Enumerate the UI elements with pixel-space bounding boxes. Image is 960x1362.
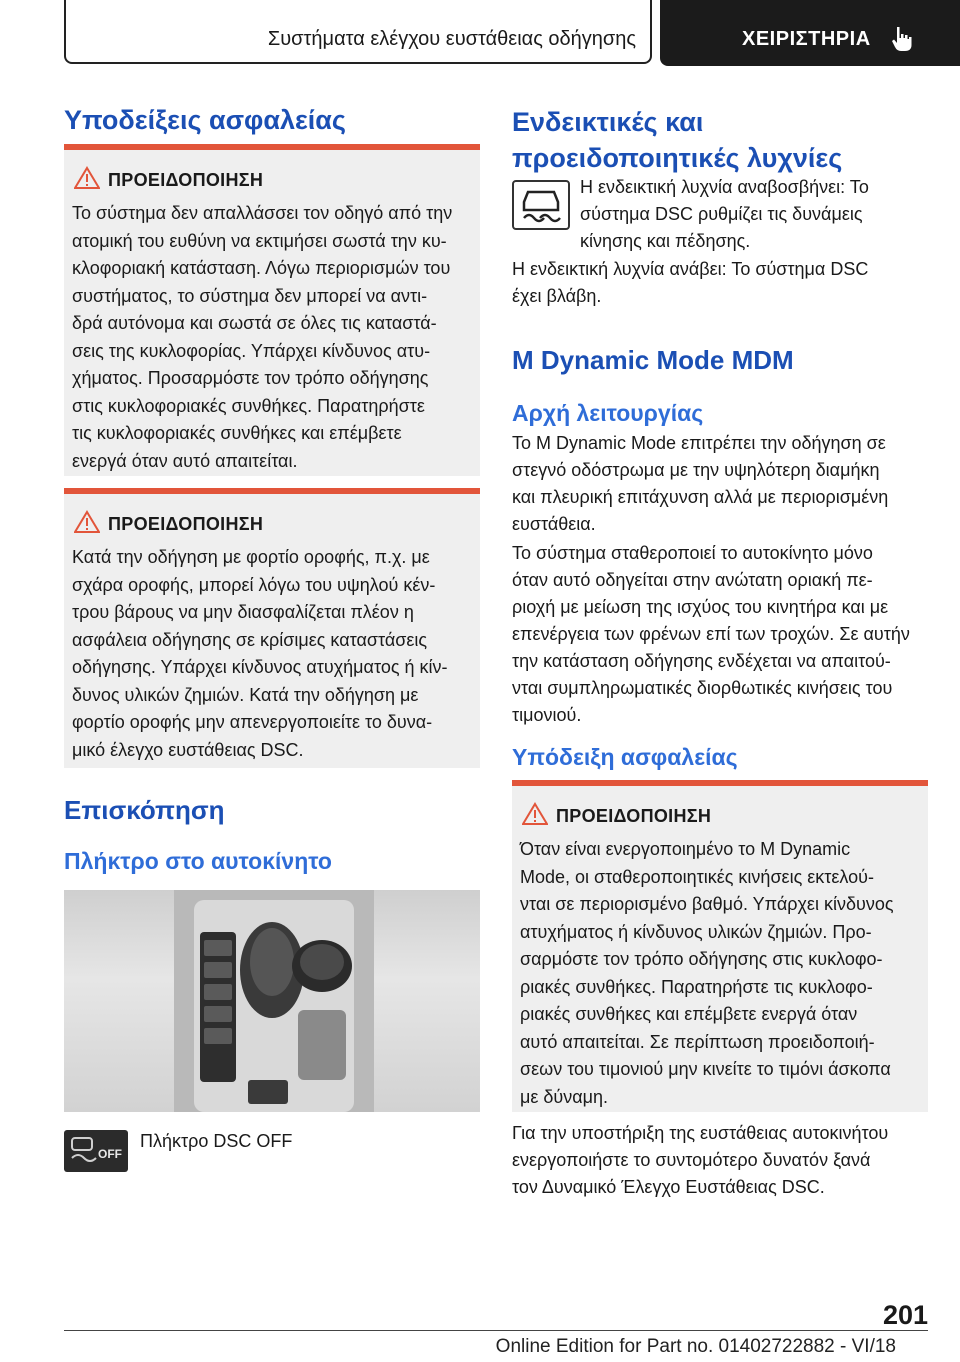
warning-triangle-icon <box>74 166 100 190</box>
warning-box-3 <box>512 780 928 1112</box>
principle-paragraph-1: Το M Dynamic Mode επιτρέπει την οδήγηση σε στεγνό οδόστρωμα με την υψηλότερη διαμήκη και πλευρική επιτάχυνση αλλά με περιορισμένη ευστάθεια. <box>512 433 889 534</box>
dsc-off-button-icon <box>64 1130 128 1172</box>
edition-note: Online Edition for Part no. 01402722882 - VI/18 <box>495 1336 896 1357</box>
warning-text: Κατά την οδήγηση με φορτίο οροφής, π.χ. με σχάρα οροφής, μπορεί λόγω του υψηλού κέν- τρου βάρους να μην διασφαλίζεται πλέον η ασφάλεια οδήγησης σε κρίσιμες καταστάσεις οδήγησης. Υπάρχει κίνδυνος ατυχήματος ή κίν- δυνος υλικών ζημιών. Κατά την οδήγηση με φορτίο οροφής μην απενεργοποιείτε το δυνα- μικό έλεγχο ευστάθειας DSC. <box>72 547 448 760</box>
support-paragraph: Για την υποστήριξη της ευστάθειας αυτοκινήτου ενεργοποιήστε το συντομότερο δυνατόν ξανά τον Δυναμικό Έλεγχο Ευστάθειας DSC. <box>512 1123 889 1197</box>
svg-text:OFF: OFF <box>98 1147 122 1161</box>
warning-text: Το σύστημα δεν απαλλάσσει τον οδηγό από την ατομική του ευθύνη να εκτιμήσει σωστά την κυ- κλοφοριακή κατάσταση. Λόγω περιορισμών του συστήματος, το σύστημα δεν μπορεί να αντι- δρά αυτόνομα και σωστά σε όλες τις καταστά- σεις της κυκλοφορίας. Υπάρχει κίνδυνος ατυ- χήματος. Προσαρμόστε τον τρόπο οδήγησης στις κυκλοφοριακές συνθήκες. Παρατηρήστε τις κυκλοφοριακές συνθήκες και επέμβετε ενεργά όταν αυτό απαιτείται. <box>72 203 453 471</box>
subsection-title-safety: Υπόδειξη ασφαλείας <box>512 744 738 770</box>
indicator-lit-text: Η ενδεικτική λυχνία ανάβει: Το σύστημα DSC έχει βλάβη. <box>512 259 869 306</box>
center-console-photo <box>64 890 480 1112</box>
warning-heading: ΠΡΟΕΙΔΟΠΟΙΗΣΗ <box>108 170 264 190</box>
section-tab[interactable] <box>660 0 960 66</box>
chapter-title: Συστήματα ελέγχου ευστάθειας οδήγησης <box>267 28 636 50</box>
indicator-flashing-text: Η ενδεικτική λυχνία αναβοσβήνει: Το σύστημα DSC ρυθμίζει τις δυνάμεις κίνησης και πέδησης. <box>580 177 869 251</box>
subsection-title-principle: Αρχή λειτουργίας <box>512 400 704 426</box>
warning-box-1 <box>64 144 480 476</box>
warning-heading: ΠΡΟΕΙΔΟΠΟΙΗΣΗ <box>556 806 712 826</box>
dsc-indicator-lamp-icon <box>512 180 570 230</box>
footer-divider <box>64 1330 928 1331</box>
hand-pointer-icon <box>888 24 918 54</box>
warning-text: Όταν είναι ενεργοποιημένο το M Dynamic Mode, οι σταθεροποιητικές κινήσεις εκτελού- νται σε περιορισμένο βαθμό. Υπάρχει κίνδυνος ατυχήματος ή κίνδυνος υλικών ζημιών. Προ- σαρμόστε τον τρόπο οδήγησης στις κυκλοφο- ριακές συνθήκες. Παρατηρήστε τις κυκλοφο- ριακές συνθήκες και επέμβετε ενεργά όταν αυτό απαιτείται. Σε περίπτωση προειδοποιή- σεων του τιμονιού μην κινείτε το τιμόνι άσκοπα με δύναμη. <box>520 839 894 1107</box>
warning-triangle-icon <box>522 802 548 826</box>
section-title-safety: Υποδείξεις ασφαλείας <box>64 105 346 135</box>
section-title-indicators: Ενδεικτικές και προειδοποιητικές λυχνίες <box>512 107 843 173</box>
dsc-off-label: Πλήκτρο DSC OFF <box>140 1131 293 1151</box>
section-title-overview: Επισκόπηση <box>64 795 225 825</box>
subsection-title-button: Πλήκτρο στο αυτοκίνητο <box>64 848 332 874</box>
section-tab-label: ΧΕΙΡΙΣΤΗΡΙΑ <box>742 28 871 50</box>
warning-heading: ΠΡΟΕΙΔΟΠΟΙΗΣΗ <box>108 514 264 534</box>
warning-triangle-icon <box>74 510 100 534</box>
section-title-mdm: M Dynamic Mode MDM <box>512 345 794 375</box>
principle-paragraph-2: Το σύστημα σταθεροποιεί το αυτοκίνητο μόνο όταν αυτό οδηγείται στην ανώτατη οριακή πε- ριοχή με μείωση της ισχύος του κινητήρα και με επενέργεια των φρένων επί των τροχών. Σε αυτήν την κατάσταση οδήγησης ενδέχεται να απαιτού- νται συμπληρωματικές διορθωτικές κινήσεις του τιμονιού. <box>512 543 910 725</box>
header-frame <box>64 0 652 64</box>
warning-box-2 <box>64 488 480 768</box>
page-number: 201 <box>882 1300 928 1330</box>
